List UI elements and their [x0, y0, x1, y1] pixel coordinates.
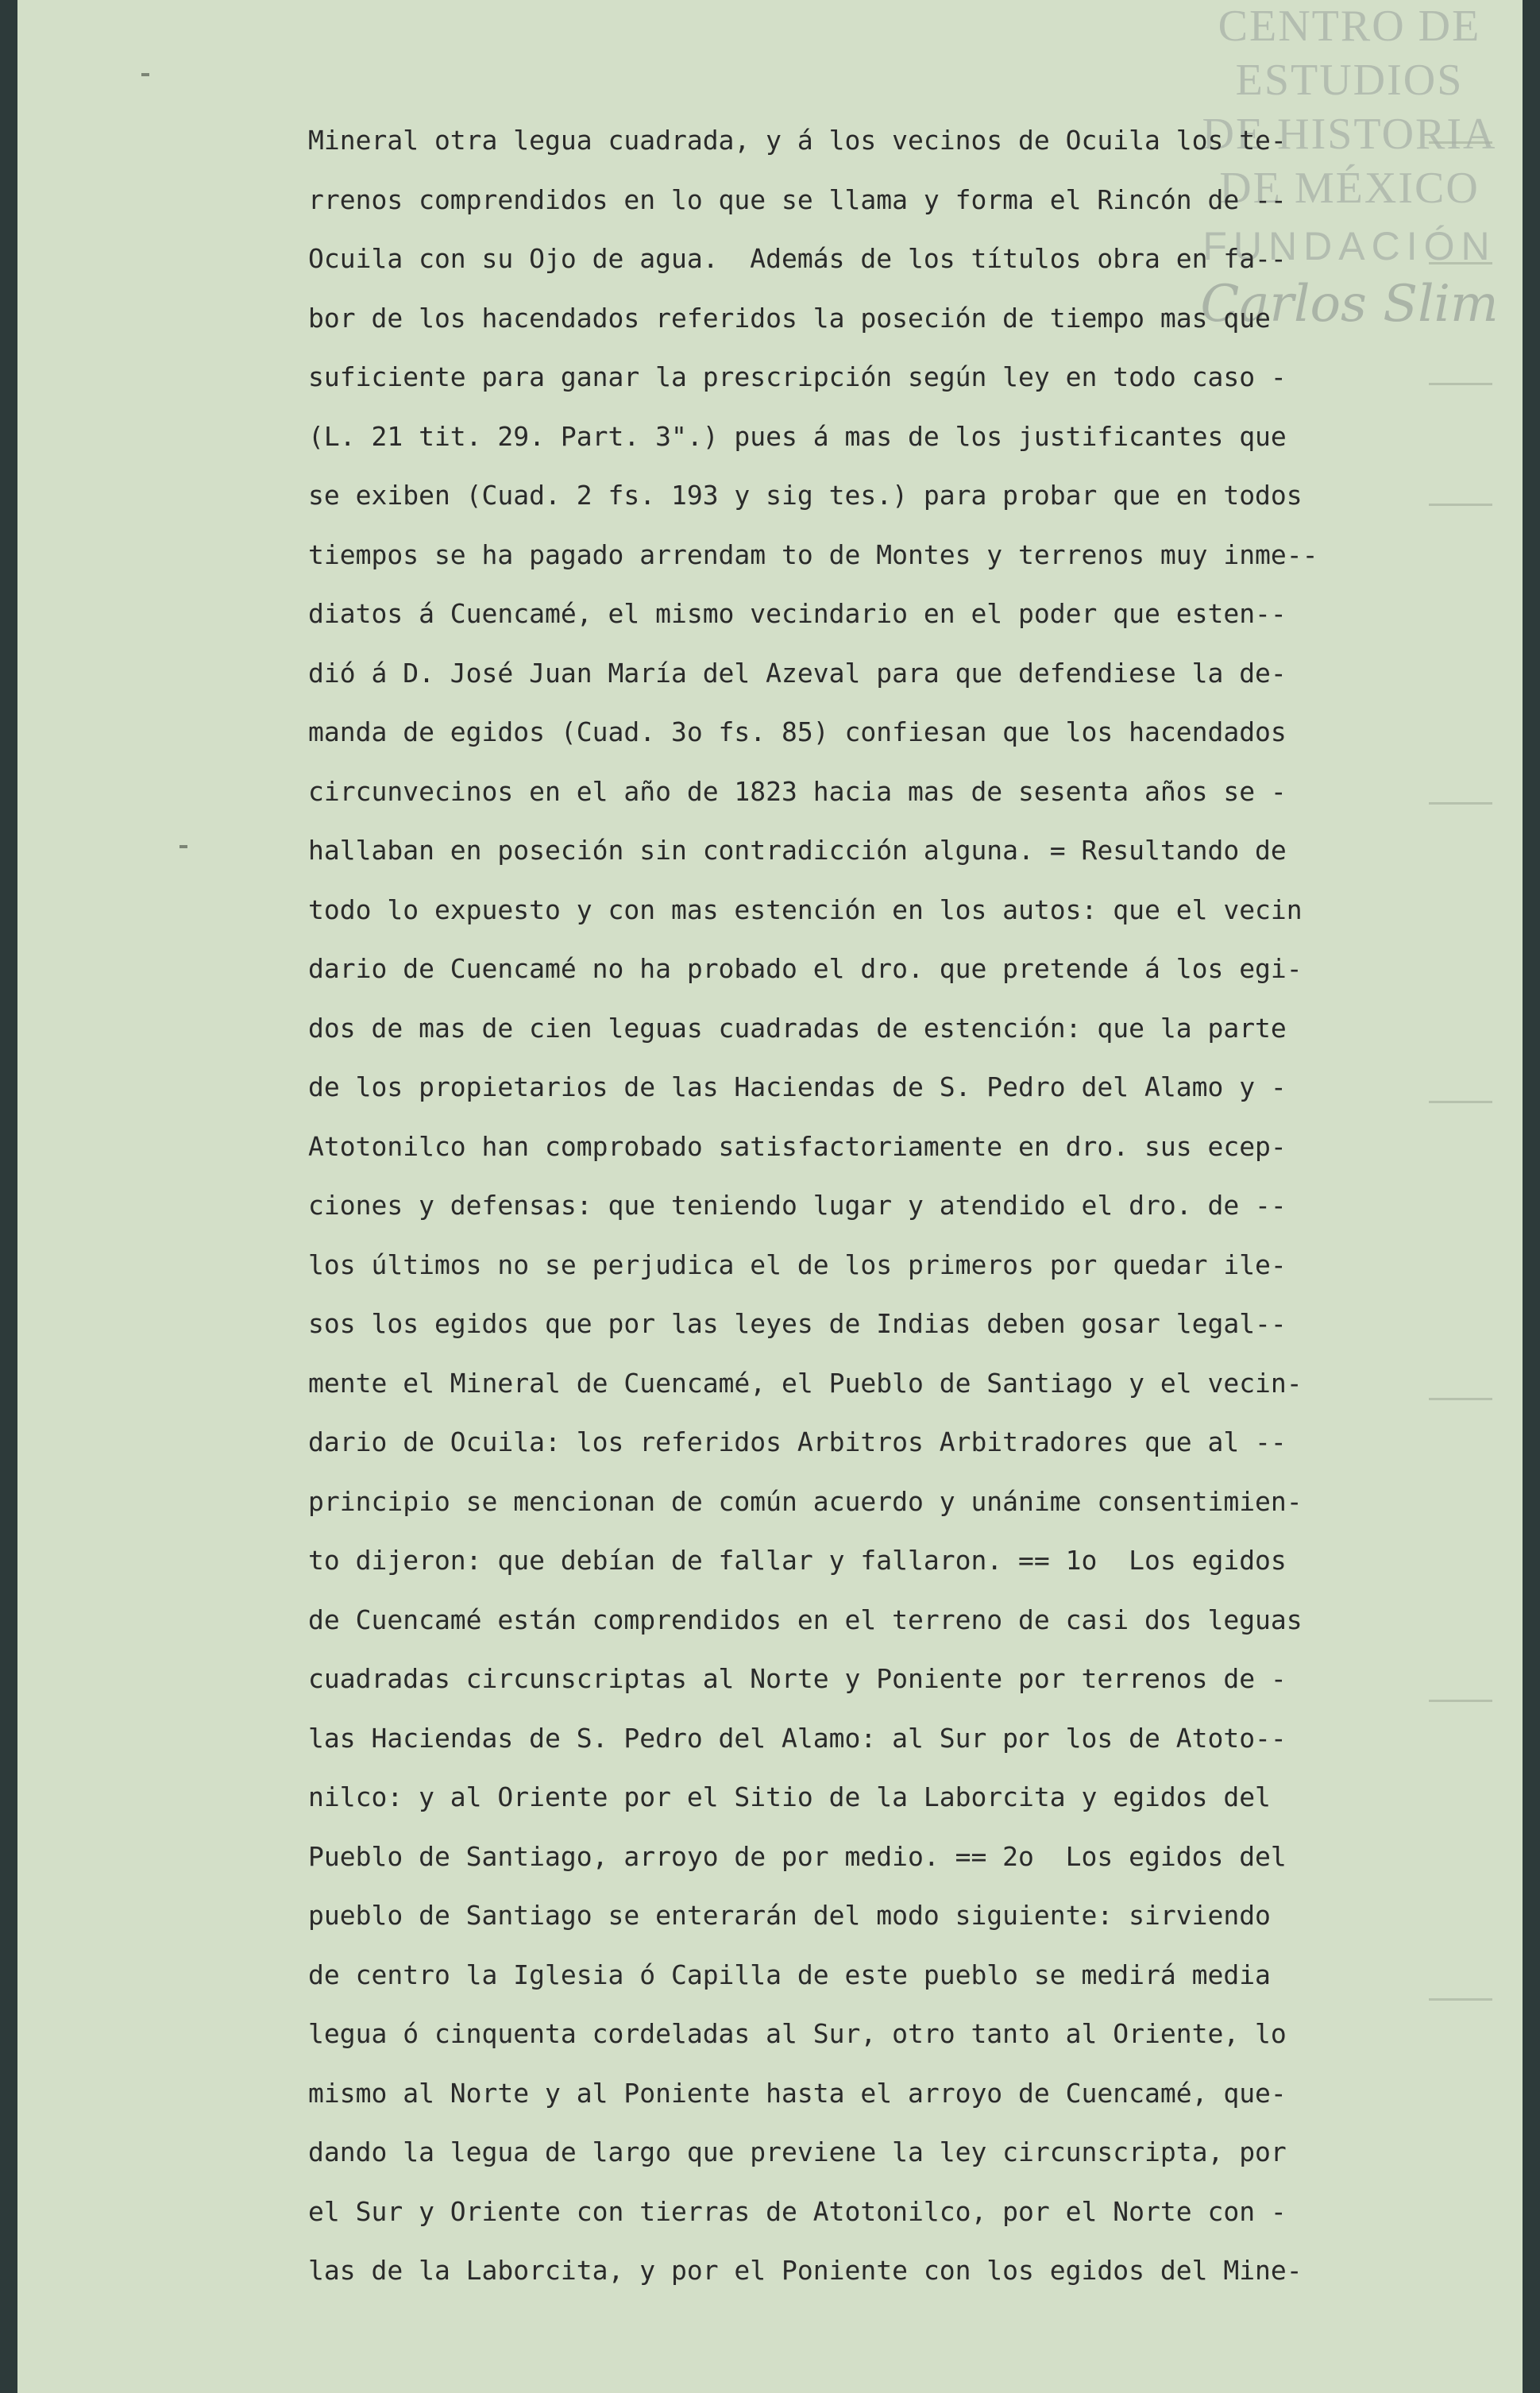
text-line: rrenos comprendidos en lo que se llama y forma el Rincón de -- — [308, 183, 1287, 215]
text-line: de los propietarios de las Haciendas de S. Pedro del Alamo y - — [308, 1071, 1287, 1102]
text-line: dando la legua de largo que previene la ley circunscripta, por — [308, 2136, 1287, 2167]
watermark-line: DE MÉXICO — [1219, 164, 1480, 213]
text-line: dario de Ocuila: los referidos Arbitros Arbitradores que al -- — [308, 1426, 1287, 1457]
text-line: diatos á Cuencamé, el mismo vecindario en el poder que esten-- — [308, 598, 1287, 629]
text-line: legua ó cinquenta cordeladas al Sur, otro tanto al Oriente, lo — [308, 2018, 1287, 2049]
text-line: Ocuila con su Ojo de agua. Además de los títulos obra en fa-- — [308, 243, 1287, 274]
text-line: de Cuencamé están comprendidos en el terreno de casi dos leguas — [308, 1604, 1303, 1635]
text-line: principio se mencionan de común acuerdo y unánime consentimien- — [308, 1485, 1303, 1517]
text-line: dos de mas de cien leguas cuadradas de estención: que la parte — [308, 1012, 1287, 1044]
text-line: sos los egidos que por las leyes de Indias deben gosar legal-- — [308, 1308, 1287, 1339]
text-line: los últimos no se perjudica el de los primeros por quedar ile- — [308, 1249, 1287, 1280]
text-line: Atotonilco han comprobado satisfactoriamente en dro. sus ecep- — [308, 1130, 1287, 1162]
text-line: el Sur y Oriente con tierras de Atotonilco, por el Norte con - — [308, 2195, 1287, 2227]
text-line: Mineral otra legua cuadrada, y á los vecinos de Ocuila los te- — [308, 125, 1287, 156]
text-line: Pueblo de Santiago, arroyo de por medio. == 2o Los egidos del — [308, 1840, 1287, 1872]
text-line: to dijeron: que debían de fallar y fallaron. == 1o Los egidos — [308, 1545, 1287, 1576]
text-line: nilco: y al Oriente por el Sitio de la Laborcita y egidos del — [308, 1781, 1271, 1812]
text-line: bor de los hacendados referidos la poseción de tiempo mas que — [308, 302, 1271, 334]
text-line: todo lo expuesto y con mas estención en los autos: que el vecin — [308, 894, 1303, 925]
watermark-line: CENTRO DE — [1218, 2, 1481, 51]
text-line: dario de Cuencamé no ha probado el dro. que pretende á los egi- — [308, 953, 1303, 984]
watermark-line: ESTUDIOS — [1235, 56, 1464, 105]
watermark-signature: Carlos Slim — [1200, 275, 1499, 334]
margin-mark — [141, 73, 149, 76]
text-line: las de la Laborcita, y por el Poniente con los egidos del Mine- — [308, 2255, 1303, 2286]
text-line: cuadradas circunscriptas al Norte y Poniente por terrenos de - — [308, 1663, 1287, 1694]
margin-mark — [179, 845, 187, 848]
watermark-line: DE HISTORIA — [1202, 110, 1497, 159]
text-line: se exiben (Cuad. 2 fs. 193 y sig tes.) para probar que en todos — [308, 480, 1303, 511]
text-line: pueblo de Santiago se enterarán del modo siguiente: sirviendo — [308, 1900, 1271, 1931]
text-line: tiempos se ha pagado arrendam to de Montes y terrenos muy inme-- — [308, 538, 1318, 570]
text-line: mente el Mineral de Cuencamé, el Pueblo de Santiago y el vecin- — [308, 1367, 1303, 1399]
text-line: mismo al Norte y al Poniente hasta el arroyo de Cuencamé, que- — [308, 2077, 1287, 2109]
text-line: dió á D. José Juan María del Azeval para que defendiese la de- — [308, 657, 1287, 689]
right-scan-edge — [1523, 0, 1540, 2393]
text-line: hallaban en poseción sin contradicción alguna. = Resultando de — [308, 835, 1287, 866]
left-scan-edge — [0, 0, 17, 2393]
typed-text-body — [308, 111, 1468, 2301]
text-line: circunvecinos en el año de 1823 hacia mas de sesenta años se - — [308, 775, 1287, 807]
watermark-foundation: FUNDACIÓN — [1202, 224, 1496, 268]
text-line: ciones y defensas: que teniendo lugar y atendido el dro. de -- — [308, 1190, 1287, 1221]
text-line: manda de egidos (Cuad. 3o fs. 85) confiesan que los hacendados — [308, 716, 1287, 747]
text-line: suficiente para ganar la prescripción según ley en todo caso - — [308, 361, 1287, 392]
text-line: (L. 21 tit. 29. Part. 3".) pues á mas de los justificantes que — [308, 420, 1287, 452]
text-line: de centro la Iglesia ó Capilla de este pueblo se medirá media — [308, 1959, 1271, 1990]
text-line: las Haciendas de S. Pedro del Alamo: al Sur por los de Atoto-- — [308, 1722, 1287, 1754]
